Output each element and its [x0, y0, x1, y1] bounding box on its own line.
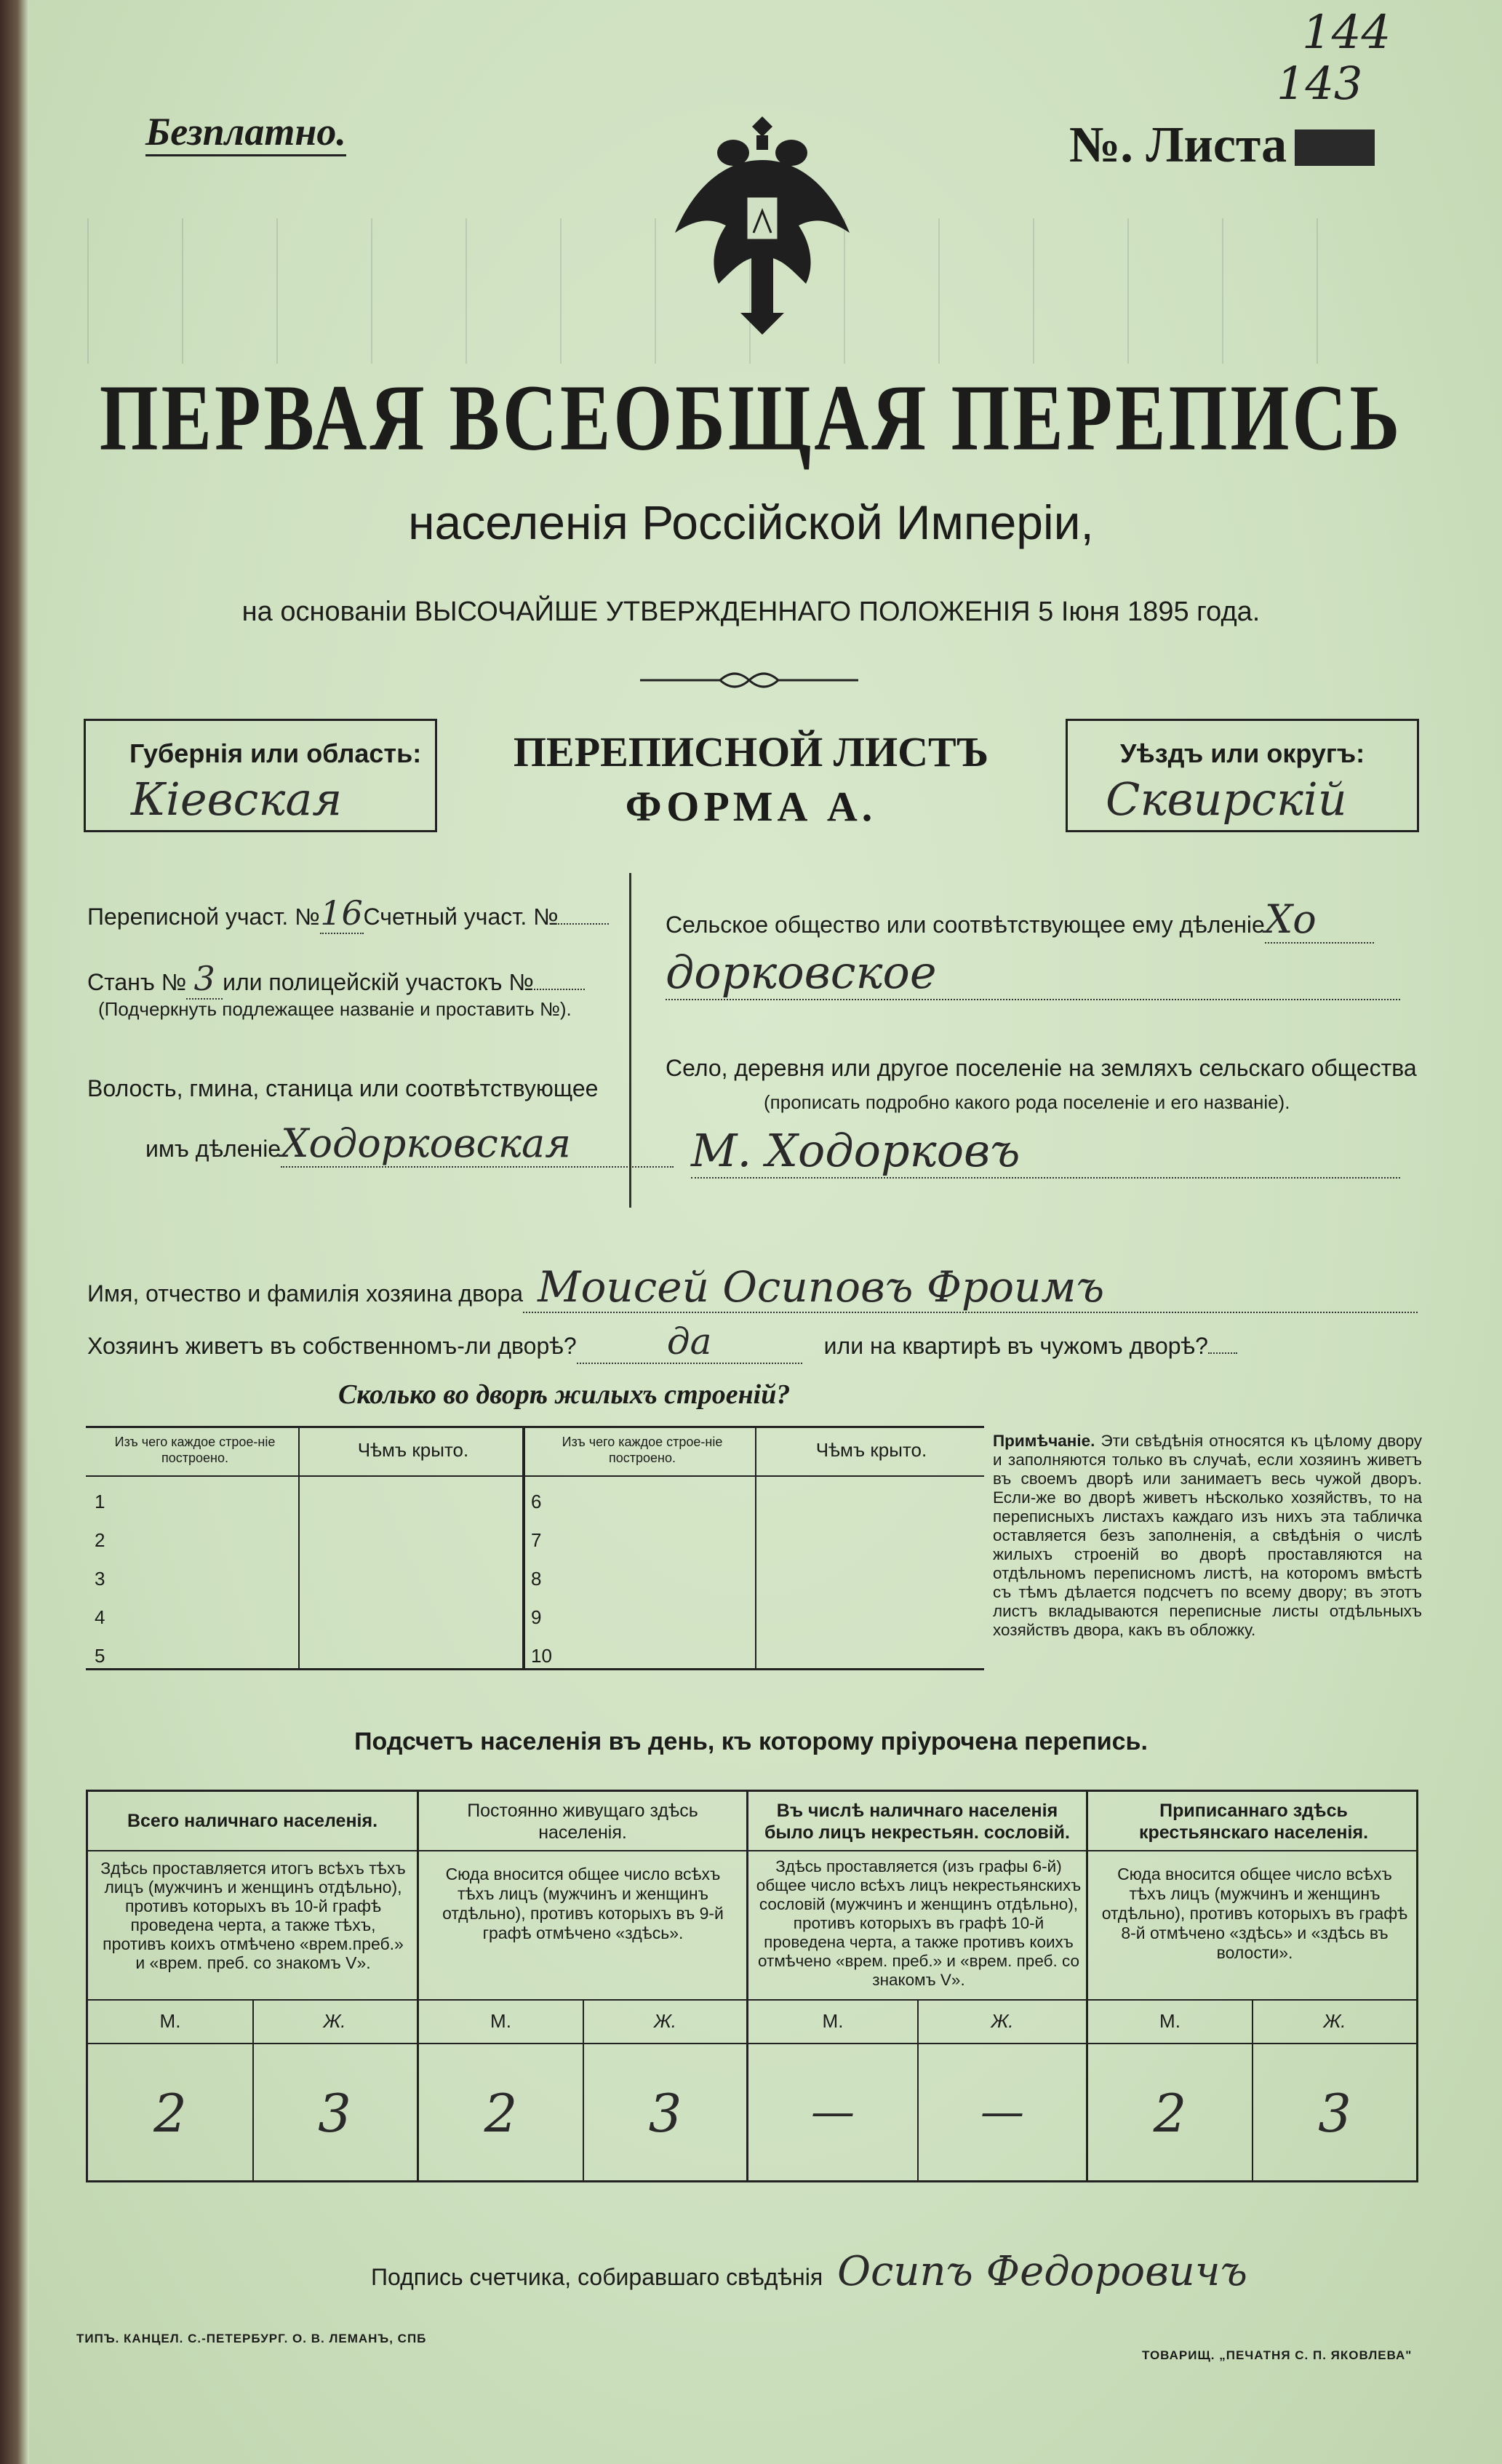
owner-row — [87, 1262, 1418, 1313]
owner-lives-value: да — [577, 1320, 802, 1364]
tally-col-1-header: Всего наличнаго населенія. — [127, 1810, 378, 1831]
owner-lives-label: Хозяинъ живетъ въ собственномъ-ли дворѣ? — [87, 1333, 577, 1359]
volost-label-2: имъ дѣленіе — [145, 1136, 281, 1162]
tally-col-3-header: Въ числѣ наличнаго населенія было лицъ некрестьян. сословій. — [764, 1801, 1070, 1843]
table-row: 1 — [95, 1491, 105, 1512]
tally-col-2-m-label: М. — [490, 2010, 511, 2032]
main-subtitle: населенія Россійской Имперіи, — [408, 495, 1094, 549]
gubernia-value: Кіевская — [131, 773, 343, 826]
buildings-col-divider-2 — [755, 1428, 756, 1668]
count-section-label: Счетный участ. № — [363, 904, 559, 930]
table-row: 2 — [95, 1529, 105, 1551]
tally-col-3-m-value: — — [811, 2086, 855, 2137]
stan-value: 3 — [186, 959, 223, 1000]
apartment-label: или на квартирѣ въ чужомъ дворѣ? — [823, 1333, 1208, 1359]
tally-col-2-f-label: Ж. — [653, 2010, 677, 2032]
tally-col-2-m-value: 2 — [484, 2083, 518, 2144]
table-row: 5 — [95, 1645, 105, 1667]
census-section-value: 16 — [320, 893, 363, 933]
table-row: 6 — [531, 1491, 542, 1512]
gubernia-label: Губернія или область: — [129, 738, 422, 768]
table-row: 9 — [531, 1606, 542, 1628]
tally-col-3-f-label: Ж. — [991, 2010, 1014, 2032]
sheet-number-label: №. Листа — [1069, 117, 1287, 173]
form-title-line1: ПЕРЕПИСНОЙ ЛИСТЪ — [513, 728, 989, 776]
tally-col-4-m-value: 2 — [1153, 2083, 1187, 2144]
tally-col-4-header: Приписаннаго здѣсь крестьянскаго населенія. — [1138, 1801, 1369, 1843]
tally-col-3-desc: Здѣсь проставляется (изъ графы 6-й) общее число всѣхъ лицъ некрестьянскихъ сословій (мужчинъ и женщинъ отдѣльно), противъ которыхъ въ графѣ 10-й проведена черта, а также противъ коихъ отмѣчено «врем. преб.» и «врем. преб. со знакомъ V». — [756, 1857, 1082, 1989]
tally-col-3-m-label: М. — [822, 2010, 844, 2032]
legal-basis: на основаніи ВЫСОЧАЙШЕ УТВЕРЖДЕННАГО ПОЛОЖЕНІЯ 5 Іюня 1895 года. — [241, 597, 1261, 627]
archive-number-second: 143 — [1277, 57, 1363, 110]
tally-col-2-header: Постоянно живущаго здѣсь населенія. — [467, 1801, 698, 1843]
volost-value: Ходорковская — [281, 1120, 674, 1168]
main-title: ПЕРВАЯ ВСЕОБЩАЯ ПЕРЕПИСЬ — [99, 365, 1403, 471]
tally-col-4-m-label: М. — [1159, 2010, 1181, 2032]
tally-header-line — [88, 1850, 1416, 1851]
rural-society-label: Сельское общество или соотвѣтствующее ему дѣленіе — [666, 912, 1265, 938]
sheet-number-redaction — [1295, 129, 1375, 166]
tally-col-3-f-value: — — [980, 2086, 1024, 2137]
tally-desc-line — [88, 1999, 1416, 2001]
free-label: Безплатно. — [145, 109, 346, 156]
ornament-divider-icon — [640, 669, 858, 691]
tally-col-2-f-value: 3 — [648, 2083, 682, 2144]
rural-society-value-2: дорковское — [666, 946, 1400, 1000]
note-lead: Примѣчаніе. — [993, 1432, 1095, 1450]
volost-row — [145, 1120, 674, 1168]
village-value: М. Ходорковъ — [691, 1124, 1400, 1179]
tally-col-4-f-value: 3 — [1318, 2083, 1351, 2144]
census-section-label: Переписной участ. № — [87, 904, 320, 930]
buildings-col-material-right: Изъ чего каждое строе-ніе построено. — [562, 1435, 723, 1465]
police-label: или полицейскій участокъ № — [223, 969, 534, 995]
note-block — [993, 1432, 1422, 1640]
form-title-line2: ФОРМА А. — [625, 783, 877, 830]
table-row: 4 — [95, 1606, 105, 1628]
uezd-label: Уѣздъ или округъ: — [1120, 738, 1365, 768]
tally-col-2-desc: Сюда вносится общее число всѣхъ тѣхъ лицъ (мужчинъ и женщинъ отдѣльно), противъ которыхъ въ 9-й графѣ отмѣчено «здѣсь». — [442, 1865, 724, 1942]
rural-society-value-1: Хо — [1265, 896, 1374, 944]
apartment-blank — [1208, 1352, 1237, 1354]
table-row: 8 — [531, 1568, 542, 1590]
buildings-col-roof-left: Чѣмъ крыто. — [357, 1439, 469, 1461]
buildings-table — [86, 1426, 984, 1670]
signature-row — [371, 2248, 1390, 2295]
buildings-rows-right — [531, 1483, 552, 1675]
census-section-row — [87, 893, 609, 934]
owner-lives-row — [87, 1320, 1237, 1364]
village-label: Село, деревня или другое поселеніе на земляхъ сельскаго общества — [666, 1055, 1417, 1081]
underline-note: (Подчеркнуть подлежащее названіе и проставить №). — [98, 998, 572, 1020]
tally-col-1-f-value: 3 — [318, 2083, 351, 2144]
signature-label: Подпись счетчика, собиравшаго свѣдѣнія — [371, 2264, 823, 2290]
tally-mf-line — [88, 2043, 1416, 2044]
tally-col-4-desc: Сюда вносится общее число всѣхъ тѣхъ лицъ (мужчинъ и женщинъ отдѣльно), противъ которыхъ въ графѣ 8-й отмѣчено «здѣсь» и «здѣсь въ волости». — [1101, 1865, 1408, 1962]
tally-col-1-f-label: Ж. — [323, 2010, 346, 2032]
tally-col-4-f-label: Ж. — [1323, 2010, 1346, 2032]
count-section-blank — [558, 923, 609, 925]
buildings-rows-left — [95, 1483, 105, 1675]
signature-value: Осипъ Федоровичъ — [837, 2248, 1247, 2295]
tally-title: Подсчетъ населенія въ день, къ которому пріурочена перепись. — [354, 1728, 1148, 1755]
buildings-col-material-left: Изъ чего каждое строе-ніе построено. — [114, 1435, 276, 1465]
buildings-col-divider-1 — [298, 1428, 300, 1668]
note-text: Эти свѣдѣнія относятся къ цѣлому двору и заполняются только въ случаѣ, если хозяинъ живетъ въ своемъ дворѣ или занимаетъ весь чужой дворъ. Если-же во дворѣ живетъ нѣсколько хозяйствъ, то на переписныхъ листахъ каждаго изъ нихъ эта табличка оставляется безъ заполненія, а свѣдѣнія о числѣ жилыхъ строеній во дворѣ проставляются на отдѣльномъ переписномъ листѣ, на которомъ вмѣстѣ съ тѣмъ дѣлается подсчетъ по всему двору; въ этотъ листъ вкладываются переписные листы отдѣльныхъ хозяйствъ двора, какъ въ обложку. — [993, 1432, 1422, 1639]
buildings-col-roof-right: Чѣмъ крыто. — [815, 1439, 927, 1461]
uezd-value: Сквирскій — [1106, 773, 1347, 826]
stan-row — [87, 959, 585, 1000]
imperial-eagle-emblem-icon — [668, 109, 857, 342]
tally-col-1-desc: Здѣсь проставляется итогъ всѣхъ тѣхъ лицъ (мужчинъ и женщинъ отдѣльно), противъ которыхъ въ 10-й графѣ проведена черта, а также тѣхъ, противъ коихъ отмѣчено «врем.преб.» и «врем. преб. со знакомъ V». — [100, 1859, 406, 1972]
tally-table — [86, 1790, 1418, 2182]
tally-col-1-m-label: М. — [159, 2010, 181, 2032]
rural-society-row — [666, 896, 1374, 944]
footer-right: ТОВАРИЩ. „ПЕЧАТНЯ С. П. ЯКОВЛЕВА" — [1142, 2348, 1413, 2362]
table-row: 7 — [531, 1529, 542, 1551]
archive-number-top: 144 — [1302, 6, 1391, 60]
volost-label-1: Волость, гмина, станица или соотвѣтствующее — [87, 1075, 599, 1101]
police-blank — [534, 989, 585, 990]
village-note: (прописать подробно какого рода поселеніе и его названіе). — [764, 1091, 1290, 1113]
stan-label: Станъ № — [87, 969, 187, 995]
tally-col-1-m-value: 2 — [153, 2083, 187, 2144]
buildings-question: Сколько во дворѣ жилыхъ строеній? — [338, 1379, 791, 1410]
footer-left: ТИПЪ. КАНЦЕЛ. С.-ПЕТЕРБУРГ. О. В. ЛЕМАНЪ, СПБ — [76, 2332, 427, 2345]
buildings-col-divider-mid — [522, 1428, 525, 1668]
sheet-number — [1069, 116, 1375, 175]
table-row: 3 — [95, 1568, 105, 1590]
owner-value: Моисей Осиповъ Фроимъ — [523, 1262, 1418, 1313]
table-row: 10 — [531, 1645, 552, 1667]
owner-label: Имя, отчество и фамилія хозяина двора — [87, 1280, 524, 1307]
